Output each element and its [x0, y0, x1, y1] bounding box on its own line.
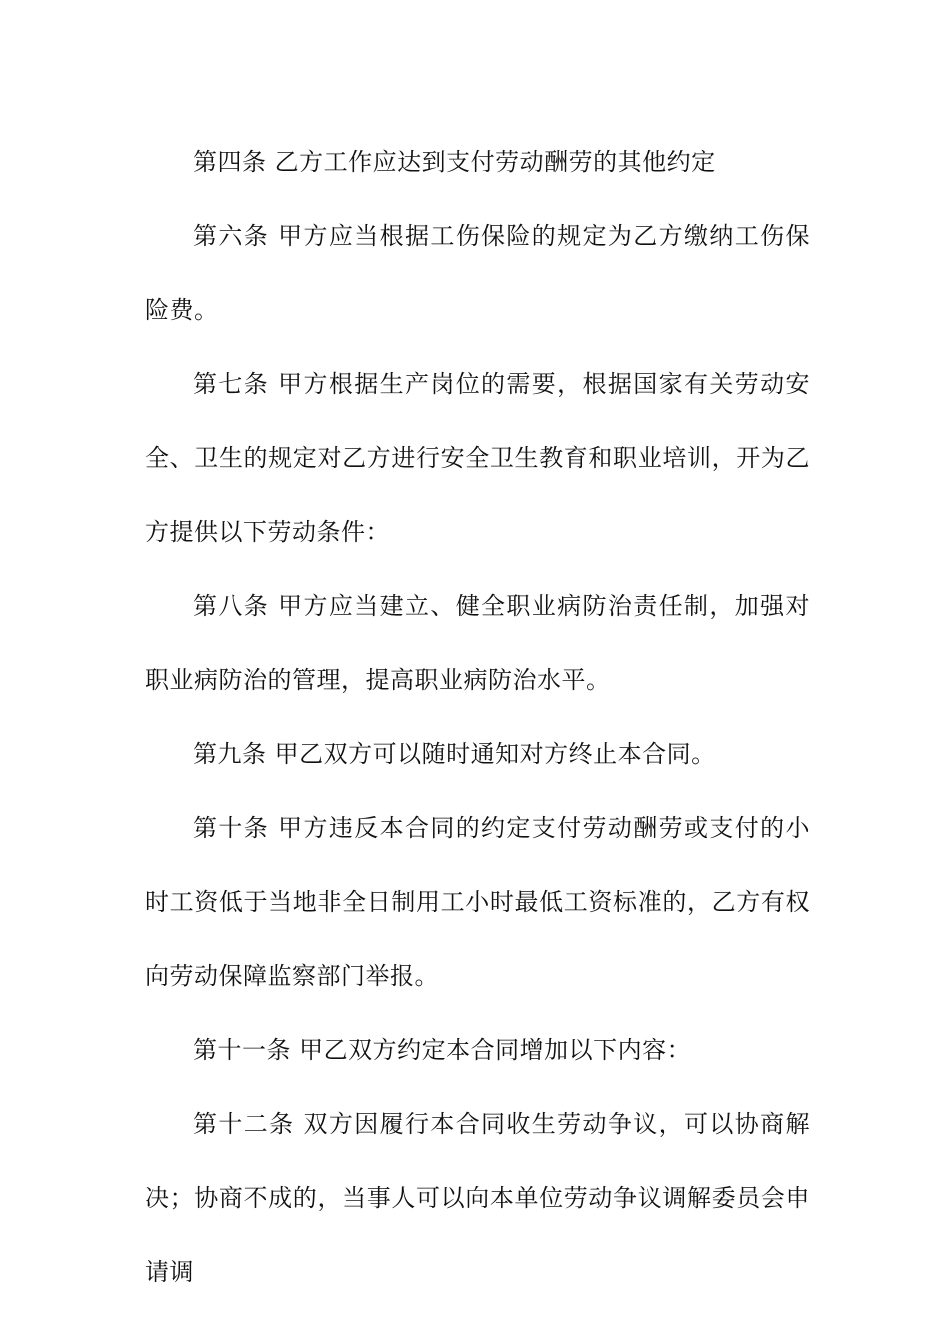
paragraph-article-7: 第七条 甲方根据生产岗位的需要，根据国家有关劳动安全、卫生的规定对乙方进行安全卫生教育和职业培训，开为乙方提供以下劳动条件：: [145, 370, 810, 546]
paragraph-article-4: 第四条 乙方工作应达到支付劳动酬劳的其他约定: [193, 148, 716, 176]
paragraph-article-8: 第八条 甲方应当建立、健全职业病防治责任制，加强对职业病防治的管理，提高职业病防治水平。: [145, 592, 810, 694]
paragraph-article-6: 第六条 甲方应当根据工伤保险的规定为乙方缴纳工伤保险费。: [145, 222, 810, 324]
paragraph-article-9: 第九条 甲乙双方可以随时通知对方终止本合同。: [193, 740, 716, 768]
paragraph-article-10: 第十条 甲方违反本合同的约定支付劳动酬劳或支付的小时工资低于当地非全日制用工小时最低工资标准的，乙方有权向劳动保障监察部门举报。: [145, 814, 810, 990]
paragraph-article-11: 第十一条 甲乙双方约定本合同增加以下内容：: [193, 1036, 692, 1064]
contract-body: [145, 125, 810, 1309]
paragraph-article-12: 第十二条 双方因履行本合同收生劳动争议，可以协商解决；协商不成的，当事人可以向本单位劳动争议调解委员会申请调: [145, 1110, 810, 1286]
